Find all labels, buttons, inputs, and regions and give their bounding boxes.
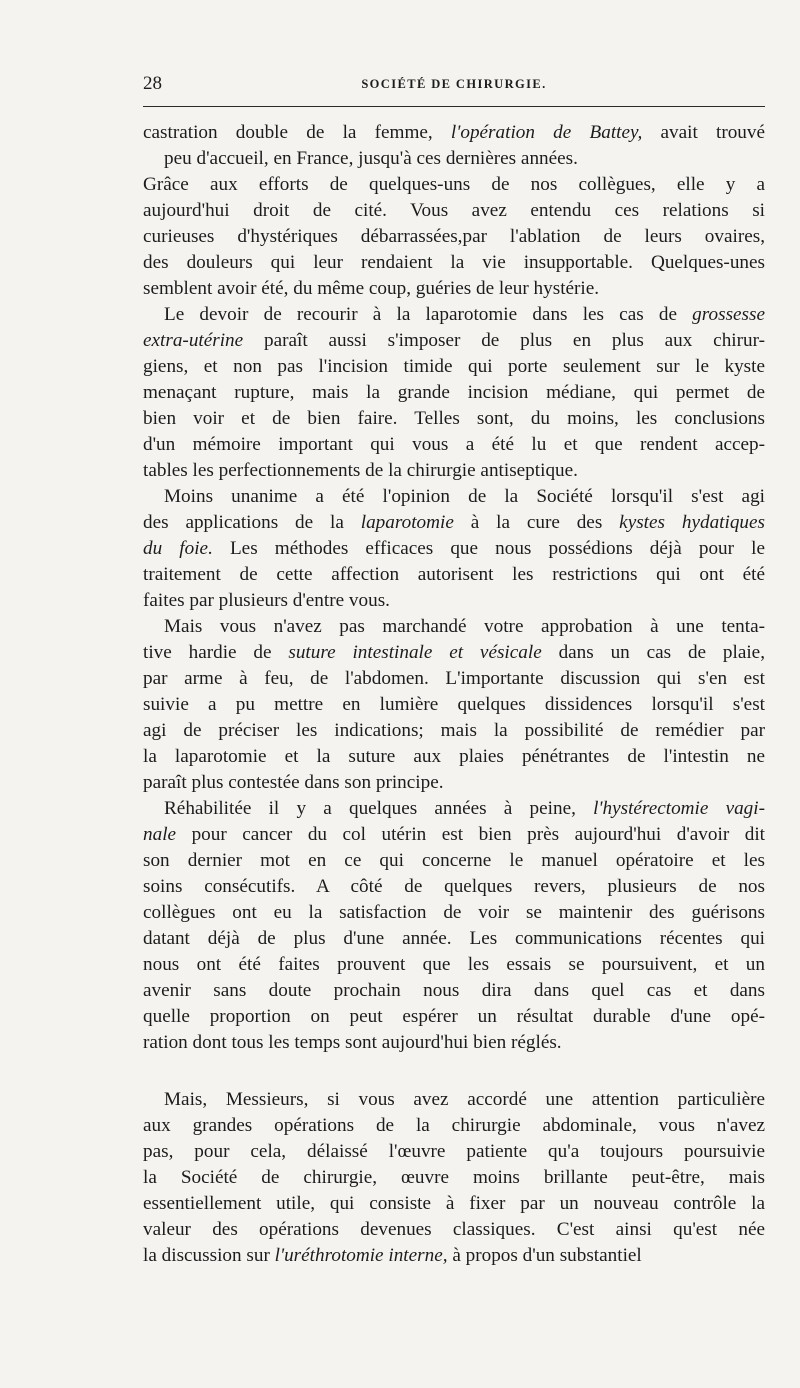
text-line (143, 926, 765, 952)
text-segment: des douleurs qui leur rendaient la vie insupportable. Quelques-unes (143, 252, 765, 273)
text-line (143, 224, 765, 250)
text-segment: peu d'accueil, en France, jusqu'à ces dernières années. (164, 148, 578, 169)
page-number: 28 (143, 73, 162, 94)
text-segment: Réhabilitée il y a quelques années à peine, (164, 798, 594, 819)
text-line (143, 874, 765, 900)
text-line (143, 458, 765, 484)
text-line (143, 302, 765, 328)
text-segment: la discussion sur (143, 1245, 275, 1266)
text-line (143, 666, 765, 692)
text-segment: à la cure des (453, 512, 620, 533)
text-segment: aujourd'hui droit de cité. Vous avez entendu ces relations si (143, 200, 765, 221)
text-line (143, 250, 765, 276)
italic-segment: laparotomie (360, 512, 454, 533)
text-segment: ration dont tous les temps sont aujourd'hui bien réglés. (143, 1032, 562, 1053)
text-line (143, 952, 765, 978)
italic-segment: kystes hydatiques (619, 512, 765, 533)
italic-segment: l'uréthrotomie interne, (274, 1245, 448, 1266)
text-segment: Le devoir de recourir à la laparotomie dans les cas de (164, 304, 693, 325)
text-line (143, 198, 765, 224)
text-segment: tive hardie de (143, 642, 289, 663)
page-header (143, 70, 765, 98)
italic-segment: nale (143, 824, 177, 845)
text-line (143, 1030, 765, 1056)
text-segment: collègues ont eu la satisfaction de voir se maintenir des guérisons (143, 902, 765, 923)
text-line (143, 380, 765, 406)
text-segment: suivie a pu mettre en lumière quelques dissidences lorsqu'il s'est (143, 694, 765, 715)
text-line (143, 120, 765, 146)
text-line (143, 588, 765, 614)
italic-segment: l'opération de Battey, (450, 122, 643, 143)
text-line (143, 1165, 765, 1191)
text-line (143, 536, 765, 562)
text-segment: datant déjà de plus d'une année. Les communications récentes qui (143, 928, 765, 949)
text-line (143, 822, 765, 848)
text-line (143, 354, 765, 380)
text-line (143, 432, 765, 458)
text-line (143, 770, 765, 796)
paragraph-gap (143, 1056, 765, 1087)
text-line (143, 900, 765, 926)
text-segment: faites par plusieurs d'entre vous. (143, 590, 390, 611)
text-segment: traitement de cette affection autorisent les restrictions qui ont été (143, 564, 765, 585)
text-line (143, 614, 765, 640)
text-segment: agi de préciser les indications; mais la possibilité de remédier par (143, 720, 765, 741)
text-line (143, 406, 765, 432)
text-line (143, 1217, 765, 1243)
text-segment: son dernier mot en ce qui concerne le manuel opératoire et les (143, 850, 765, 871)
text-segment: avait trouvé (642, 122, 766, 143)
text-line (143, 146, 765, 172)
text-segment: d'un mémoire important qui vous a été lu et que rendent accep- (143, 434, 765, 455)
text-line (143, 172, 765, 198)
running-head: SOCIÉTÉ DE CHIRURGIE. (361, 77, 547, 91)
text-line (143, 1113, 765, 1139)
text-line (143, 796, 765, 822)
italic-segment: suture intestinale et vésicale (288, 642, 542, 663)
text-line (143, 1139, 765, 1165)
text-line (143, 848, 765, 874)
text-line (143, 276, 765, 302)
text-segment: curieuses d'hystériques débarrassées,par l'ablation de leurs ovaires, (143, 226, 765, 247)
text-line (143, 1191, 765, 1217)
text-segment: dans un cas de plaie, (541, 642, 765, 663)
text-segment: des applications de la (143, 512, 361, 533)
text-line (143, 510, 765, 536)
text-segment: la laparotomie et la suture aux plaies pénétrantes de l'intestin ne (143, 746, 765, 767)
text-segment: nous ont été faites prouvent que les essais se poursuivent, et un (143, 954, 765, 975)
text-line (143, 718, 765, 744)
text-segment: Mais, Messieurs, si vous avez accordé une attention particulière (164, 1089, 765, 1110)
text-segment: quelle proportion on peut espérer un résultat durable d'une opé- (143, 1006, 765, 1027)
text-segment: pas, pour cela, délaissé l'œuvre patiente qu'a toujours poursuivie (143, 1141, 765, 1162)
text-segment: à propos d'un substantiel (447, 1245, 642, 1266)
text-segment: giens, et non pas l'incision timide qui porte seulement sur le kyste (143, 356, 765, 377)
text-segment: paraît plus contestée dans son principe. (143, 772, 444, 793)
text-segment: Les méthodes efficaces que nous possédions déjà pour le (212, 538, 765, 559)
text-segment: tables les perfectionnements de la chirurgie antiseptique. (143, 460, 578, 481)
text-segment: avenir sans doute prochain nous dira dans quel cas et dans (143, 980, 765, 1001)
text-line (143, 744, 765, 770)
text-segment: aux grandes opérations de la chirurgie abdominale, vous n'avez (143, 1115, 765, 1136)
italic-segment: extra-utérine (143, 330, 244, 351)
text-segment: la Société de chirurgie, œuvre moins brillante peut-être, mais (143, 1167, 765, 1188)
text-segment: Mais vous n'avez pas marchandé votre approbation à une tenta- (164, 616, 765, 637)
text-line (143, 1004, 765, 1030)
text-segment: Moins unanime a été l'opinion de la Société lorsqu'il s'est agi (164, 486, 765, 507)
text-line (143, 1243, 765, 1269)
italic-segment: du foie. (143, 538, 213, 559)
text-segment: pour cancer du col utérin est bien près aujourd'hui d'avoir dit (176, 824, 765, 845)
text-line (143, 328, 765, 354)
text-segment: castration double de la femme, (143, 122, 451, 143)
text-segment: valeur des opérations devenues classiques. C'est ainsi qu'est née (143, 1219, 765, 1240)
italic-segment: grossesse (692, 304, 765, 325)
text-segment: paraît aussi s'imposer de plus en plus aux chirur- (243, 330, 765, 351)
italic-segment: l'hystérectomie vagi- (593, 798, 766, 819)
header-rule (143, 106, 765, 107)
text-segment: Grâce aux efforts de quelques-uns de nos collègues, elle y a (143, 174, 765, 195)
text-line (143, 1087, 765, 1113)
text-line (143, 562, 765, 588)
text-segment: bien voir et de bien faire. Telles sont, du moins, les conclusions (143, 408, 765, 429)
text-segment: soins consécutifs. A côté de quelques revers, plusieurs de nos (143, 876, 765, 897)
text-segment: semblent avoir été, du même coup, guéries de leur hystérie. (143, 278, 600, 299)
text-segment: par arme à feu, de l'abdomen. L'importante discussion qui s'en est (143, 668, 765, 689)
text-line (143, 640, 765, 666)
text-line (143, 484, 765, 510)
text-segment: menaçant rupture, mais la grande incision médiane, qui permet de (143, 382, 765, 403)
text-line (143, 978, 765, 1004)
body-text (143, 120, 765, 1269)
text-line (143, 692, 765, 718)
text-segment: essentiellement utile, qui consiste à fixer par un nouveau contrôle la (143, 1193, 765, 1214)
